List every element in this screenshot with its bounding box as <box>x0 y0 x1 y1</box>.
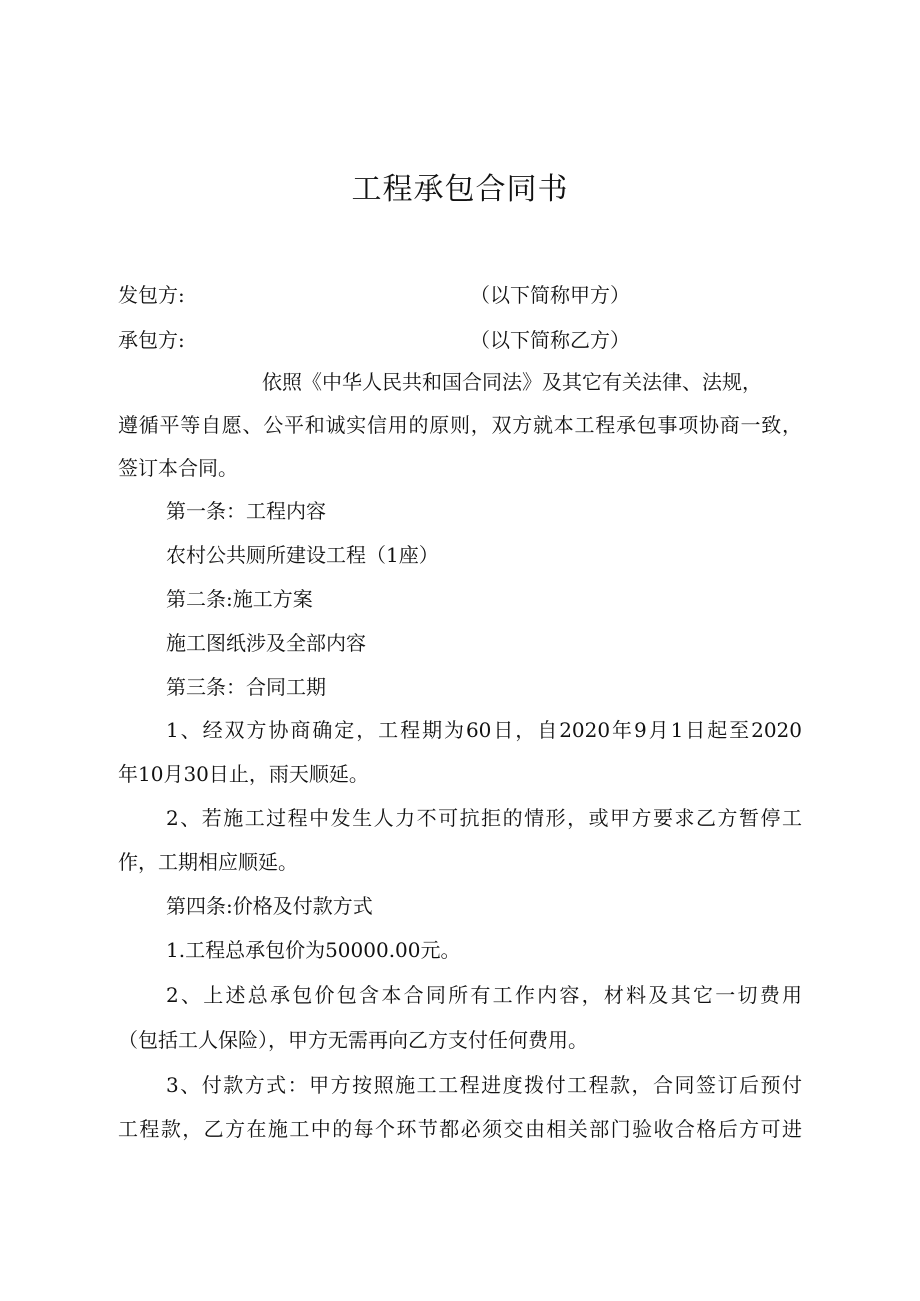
preamble-line-2: 遵循平等自愿、公平和诚实信用的原则，双方就本工程承包事项协商一致， <box>118 413 802 437</box>
article-4-item-3-line-1: 3、付款方式：甲方按照施工工程进度拨付工程款，合同签订后预付 <box>166 1073 802 1097</box>
article-3-item-1-line-1: 1、经双方协商确定，工程期为60日，自2020年9月1日起至2020 <box>166 718 802 742</box>
document-title: 工程承包合同书 <box>351 172 569 207</box>
preamble-line-3: 签订本合同。 <box>118 456 238 480</box>
article-4-item-3-line-2: 工程款，乙方在施工中的每个环节都必须交由相关部门验收合格后方可进 <box>118 1117 802 1141</box>
party-a-note: （以下简称甲方） <box>470 283 630 307</box>
article-3-item-2-line-1: 2、若施工过程中发生人力不可抗拒的情形，或甲方要求乙方暂停工 <box>166 806 802 830</box>
preamble-line-1: 依照《中华人民共和国合同法》及其它有关法律、法规， <box>262 370 762 394</box>
article-3-item-2-line-2: 作，工期相应顺延。 <box>118 850 298 874</box>
article-1-heading: 第一条：工程内容 <box>166 499 326 523</box>
party-b-label: 承包方: <box>118 328 185 352</box>
article-4-item-2-line-2: （包括工人保险），甲方无需再向乙方支付任何费用。 <box>118 1028 588 1052</box>
article-1-content: 农村公共厕所建设工程（1座） <box>166 543 439 567</box>
article-4-item-1: 1.工程总承包价为50000.00元。 <box>166 938 461 962</box>
article-2-heading: 第二条:施工方案 <box>166 587 313 611</box>
party-b-note: （以下简称乙方） <box>470 328 630 352</box>
article-3-item-1-line-2: 年10月30日止，雨天顺延。 <box>118 762 369 786</box>
article-4-item-2-line-1: 2、上述总承包价包含本合同所有工作内容，材料及其它一切费用 <box>166 983 802 1007</box>
party-a-label: 发包方: <box>118 283 185 307</box>
article-3-heading: 第三条：合同工期 <box>166 675 326 699</box>
article-2-content: 施工图纸涉及全部内容 <box>166 631 366 655</box>
article-4-heading: 第四条:价格及付款方式 <box>166 894 373 918</box>
